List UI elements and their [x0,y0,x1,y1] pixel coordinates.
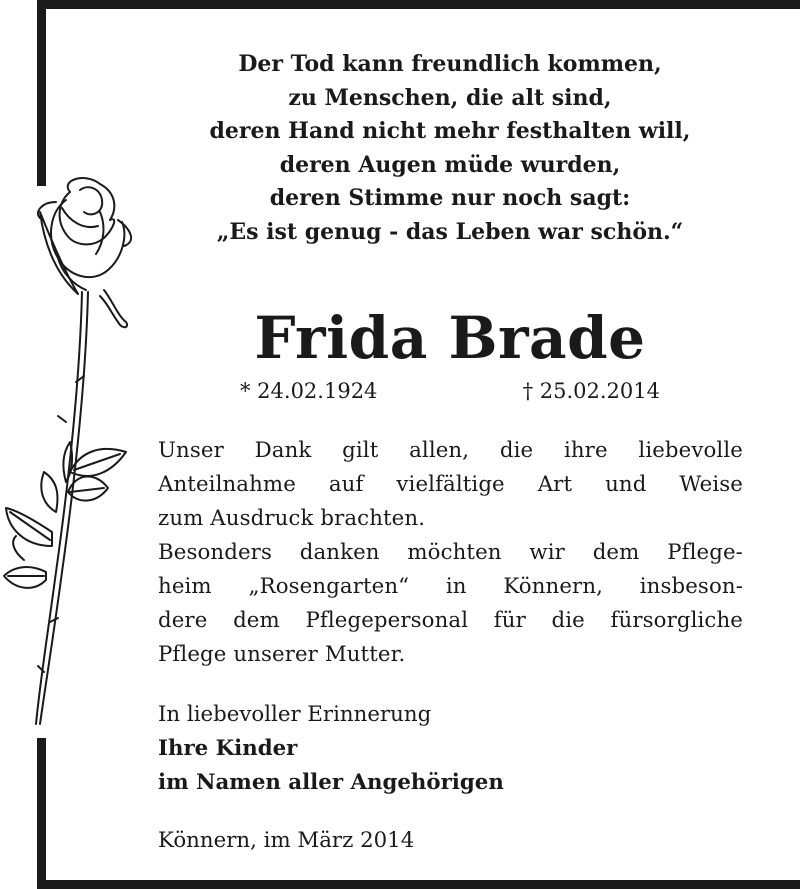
poem-line: Der Tod kann freundlich kommen, [238,51,662,77]
message-line: Anteilnahme auf vielfältige Art und Weise [158,472,743,497]
birth-date: * 24.02.1924 [240,379,378,403]
frame-border-left-lower [37,738,46,889]
deceased-name: Frida Brade [254,304,646,372]
frame-border-top [37,0,800,9]
poem-line: „Es ist genug - das Leben war schön.“ [216,218,684,245]
frame-border-bottom [37,880,800,889]
poem-line: zu Menschen, die alt sind, [288,84,612,111]
thank-you-message [158,434,743,672]
poem-line: deren Augen müde wurden, [279,151,621,178]
closing-memory: In liebevoller Erinnerung [158,702,432,727]
poem-line: deren Stimme nur noch sagt: [269,185,631,211]
rose-icon [0,172,140,732]
frame-border-left-upper [37,0,46,186]
message-line: Besonders danken möchten wir dem Pflege- [158,540,743,565]
message-line: dere dem Pflegepersonal für die fürsorgliche [158,608,743,633]
death-date: † 25.02.2014 [522,379,660,403]
closing-children: Ihre Kinder [158,736,298,761]
poem-line: deren Hand nicht mehr festhalten will, [209,118,691,144]
memorial-poem [140,48,760,249]
closing-relatives: im Namen aller Angehörigen [158,770,504,795]
message-line: Pflege unserer Mutter. [158,642,406,667]
message-line: Unser Dank gilt allen, die ihre liebevolle [158,438,743,463]
place-and-date: Könnern, im März 2014 [158,828,415,853]
closing-signature [158,698,743,800]
message-line: heim „Rosengarten“ in Könnern, insbeson- [158,574,743,599]
life-dates [240,374,660,408]
message-line: zum Ausdruck brachten. [158,506,426,531]
